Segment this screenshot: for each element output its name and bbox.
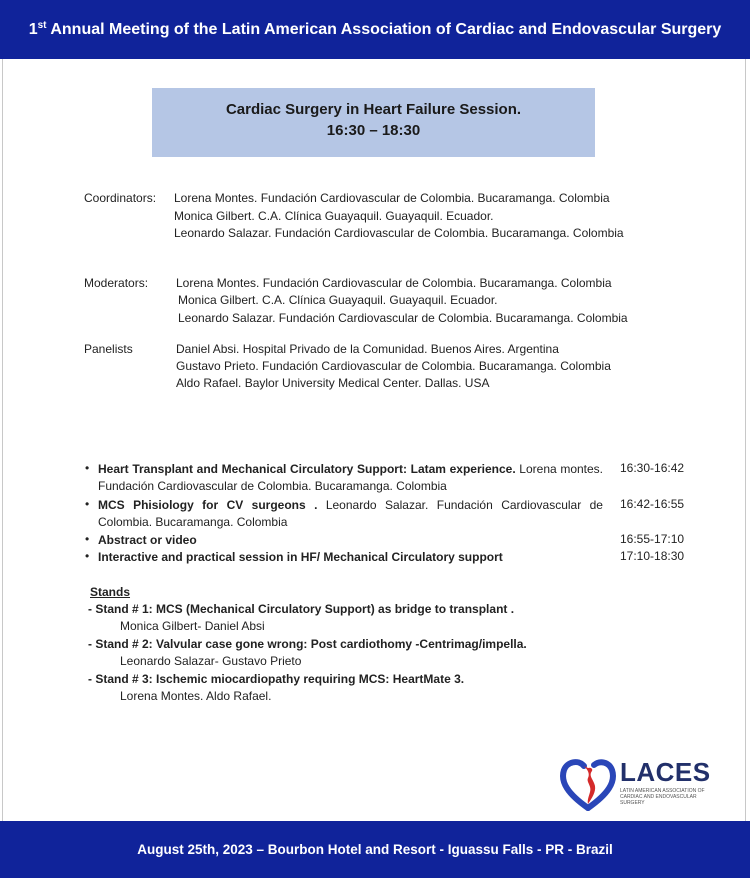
footer-banner xyxy=(0,821,750,878)
header-title: 1st Annual Meeting of the Latin American Association of Cardiac and Endovascular Surgery xyxy=(28,20,722,38)
program-item-1-time: 16:30-16:42 xyxy=(620,461,685,475)
moderator-2: Monica Gilbert. C.A. Clínica Guayaquil. Guayaquil. Ecuador. xyxy=(178,293,498,307)
program-item-1-title: Heart Transplant and Mechanical Circulatory Support: Latam experience. xyxy=(98,462,516,476)
heart-americas-icon xyxy=(558,756,618,812)
program-item-1 xyxy=(98,461,603,495)
coordinators-label: Coordinators: xyxy=(84,191,157,205)
coordinator-3: Leonardo Salazar. Fundación Cardiovascular de Colombia. Bucaramanga. Colombia xyxy=(174,226,624,240)
program-item-3-time: 16:55-17:10 xyxy=(620,532,685,546)
moderators-label: Moderators: xyxy=(84,276,149,290)
program-bullet: • xyxy=(85,497,90,511)
logo-name: LACES xyxy=(620,757,711,787)
program-item-4 xyxy=(98,549,603,566)
panelist-1: Daniel Absi. Hospital Privado de la Comunidad. Buenos Aires. Argentina xyxy=(176,342,559,356)
stand-1-title: - Stand # 1: MCS (Mechanical Circulatory Support) as bridge to transplant . xyxy=(88,602,515,616)
stand-1-people: Monica Gilbert- Daniel Absi xyxy=(120,619,265,633)
program-item-2-title: MCS Phisiology for CV surgeons . xyxy=(98,498,318,512)
panelists-label: Panelists xyxy=(84,342,133,356)
logo-subtitle: LATIN AMERICAN ASSOCIATION OF CARDIAC AND ENDOVASCULAR SURGERY xyxy=(620,788,705,806)
stand-3-title: - Stand # 3: Ischemic miocardiopathy requiring MCS: HeartMate 3. xyxy=(88,672,465,686)
session-title-box xyxy=(152,88,595,157)
program-bullet: • xyxy=(85,461,90,475)
program-item-2-time: 16:42-16:55 xyxy=(620,497,685,511)
program-item-2 xyxy=(98,497,603,531)
page-frame xyxy=(2,59,746,821)
session-time: 16:30 – 18:30 xyxy=(326,122,421,139)
panelist-2: Gustavo Prieto. Fundación Cardiovascular de Colombia. Bucaramanga. Colombia xyxy=(176,359,611,373)
program-bullet: • xyxy=(85,549,90,563)
stand-2-title: - Stand # 2: Valvular case gone wrong: Post cardiothomy -Centrimag/impella. xyxy=(88,637,527,651)
footer-text: August 25th, 2023 – Bourbon Hotel and Resort - Iguassu Falls - PR - Brazil xyxy=(137,842,613,857)
moderator-1: Lorena Montes. Fundación Cardiovascular de Colombia. Bucaramanga. Colombia xyxy=(176,276,612,290)
coordinator-2: Monica Gilbert. C.A. Clínica Guayaquil. Guayaquil. Ecuador. xyxy=(174,209,494,223)
stand-3-people: Lorena Montes. Aldo Rafael. xyxy=(120,689,272,703)
program-item-3 xyxy=(98,532,603,549)
program-item-4-title: Interactive and practical session in HF/ Mechanical Circulatory support xyxy=(98,550,503,564)
program-bullet: • xyxy=(85,532,90,546)
laces-logo xyxy=(558,756,718,812)
program-item-3-title: Abstract or video xyxy=(98,533,197,547)
program-item-2-speaker: Leonardo Salazar. Fundación Cardiovascular de Colombia. Bucaramanga. Colombia xyxy=(98,498,603,529)
panelist-3: Aldo Rafael. Baylor University Medical Center. Dallas. USA xyxy=(176,376,490,390)
header-banner xyxy=(0,0,750,59)
stand-2-people: Leonardo Salazar- Gustavo Prieto xyxy=(120,654,302,668)
program-item-4-time: 17:10-18:30 xyxy=(620,549,685,563)
program-item-1-speaker: Lorena montes. Fundación Cardiovascular de Colombia. Bucaramanga. Colombia xyxy=(98,462,604,493)
coordinator-1: Lorena Montes. Fundación Cardiovascular de Colombia. Bucaramanga. Colombia xyxy=(174,191,610,205)
session-title: Cardiac Surgery in Heart Failure Session. xyxy=(225,101,522,118)
stands-heading: Stands xyxy=(90,585,131,599)
moderator-3: Leonardo Salazar. Fundación Cardiovascular de Colombia. Bucaramanga. Colombia xyxy=(178,311,628,325)
